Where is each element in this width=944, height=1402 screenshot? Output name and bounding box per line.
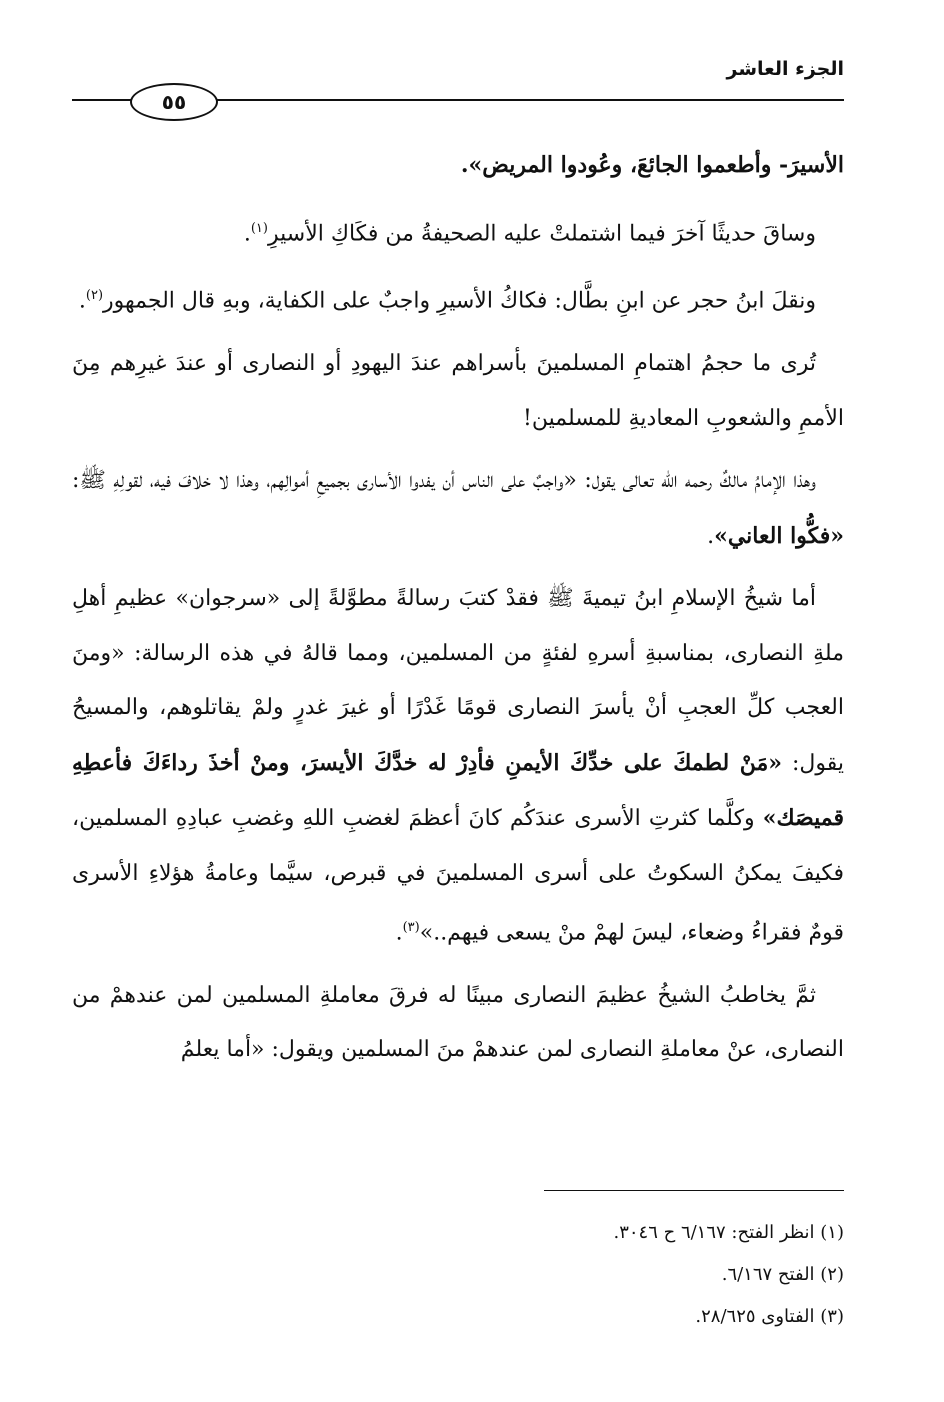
- footnote-ref: (١): [250, 220, 268, 236]
- paragraph: [72, 454, 844, 564]
- paragraph: [72, 337, 844, 446]
- paragraph-text: ثمَّ يخاطبُ الشيخُ عظيمَ النصارى مبينًا له فرقَ معاملةِ المسلمين لمن عندهمْ من النصارى، عنْ معاملةِ النصارى لمن عندهمْ منَ المسلمين ويقول: «أما يعلمُ: [72, 982, 844, 1063]
- footnote-ref: (٣): [402, 920, 420, 936]
- paragraph: [72, 138, 844, 194]
- paragraph: [72, 969, 844, 1078]
- paragraph-tail: .: [395, 920, 403, 946]
- paragraph-tail: وكلَّما كثرتِ الأسرى عندَكُم كانَ أعظمَ لغضبِ اللهِ وغضبِ عبادِهِ المسلمين، فكيفَ يمكنُ السكوتُ على أسرى المسلمينَ في قبرص، سيَّما وعامةُ هؤلاءِ الأسرى قومٌ فقراءُ وضعاء، ليسَ لهمْ منْ يسعى فيهم..»: [72, 806, 844, 946]
- body-text: [72, 138, 844, 1078]
- paragraph-text: تُرى ما حجمُ اهتمامِ المسلمينَ بأسراهم عندَ اليهودِ أو النصارى أو عندَ غيرِهم مِنَ الأممِ والشعوبِ المعاديةِ للمسلمين!: [72, 351, 844, 431]
- footnote-rule: [544, 1190, 844, 1191]
- paragraph-text: أما شيخُ الإسلامِ ابنُ تيميةَ ﷺ فقدْ كتبَ رسالةً مطوَّلةً إلى «سرجوان» عظيمِ أهلِ ملةِ النصارى، بمناسبةِ أسرهِ لفئةٍ من المسلمين، ومما قالهُ في هذه الرسالة: «ومنَ العجب كلِّ العجبِ أنْ يأسرَ النصارى قومًا غَدْرًا أو غيرَ غدرٍ ولمْ يقاتلوهم، والمسيحُ يقول:: [72, 586, 844, 776]
- hadith-quote: «مَنْ لطمكَ على خدِّكَ الأيمنِ فأدِرْ له خدَّكَ الأيسرَ، ومنْ أخذَ رداءَكَ فأعطِهِ قميصَك»: [72, 749, 844, 832]
- paragraph-tail: .: [78, 288, 86, 314]
- footnote: (٢) الفتح ٦/١٦٧.: [721, 1264, 844, 1285]
- footnotes: [244, 1212, 844, 1338]
- footnote: (٣) الفتاوى ٢٨/٦٢٥.: [695, 1306, 844, 1327]
- hadith-quote: «فكُّوا العاني»: [714, 522, 844, 549]
- paragraph-text: وساقَ حديثًا آخرَ فيما اشتملتْ عليه الصحيفةُ من فكَاكِ الأسيرِ: [267, 220, 816, 246]
- paragraph-text: ونقلَ ابنُ حجر عن ابنِ بطَّال: فكاكُ الأسيرِ واجبٌ على الكفاية، وبهِ قال الجمهور: [103, 288, 816, 314]
- running-header-title: الجزء العاشر: [726, 58, 844, 80]
- paragraph-tail: .: [243, 220, 251, 246]
- footnote-ref: (٢): [85, 288, 104, 304]
- paragraph-text: الأسيرَ- وأطعموا الجائعَ، وعُودوا المريض».: [460, 152, 844, 178]
- paragraph: [72, 572, 844, 961]
- page-number: ٥٥: [130, 83, 218, 121]
- footnote: (١) انظر الفتح: ٦/١٦٧ ح ٣٠٤٦.: [613, 1222, 844, 1243]
- paragraph: [72, 269, 844, 329]
- paragraph: [72, 202, 844, 262]
- paragraph-tail: .: [707, 523, 715, 549]
- paragraph-text: وهذا الإمامُ مالكٌ رحمه الله تعالى يقول: «واجبٌ على الناس أن يفدوا الأسارى بجميعِ أموالِهم، وهذا لا خلافَ فيه، لقولِهِ ﷺ:: [72, 468, 816, 494]
